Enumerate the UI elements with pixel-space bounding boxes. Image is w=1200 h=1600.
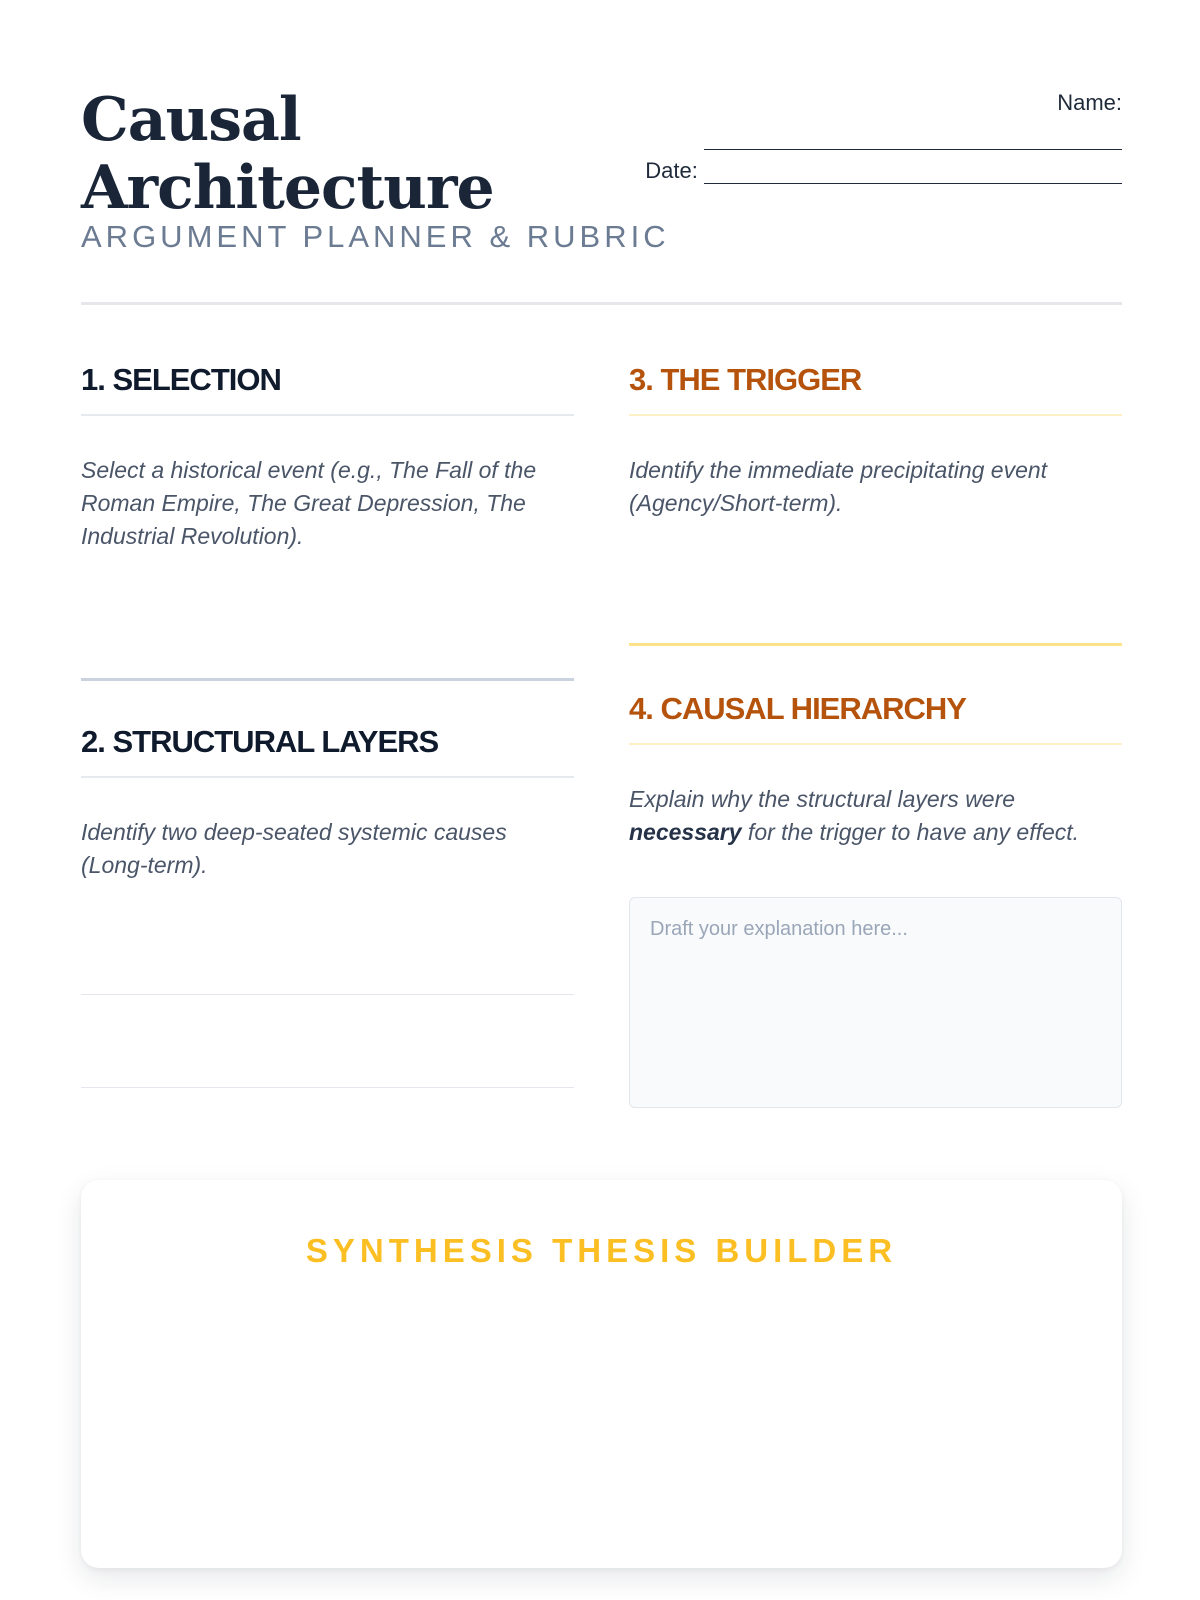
section-selection-title: 1. SELECTION [81,360,574,416]
date-field[interactable] [704,161,1122,184]
worksheet-page [81,0,1122,1600]
synthesis-title: SYNTHESIS THESIS BUILDER [305,1232,898,1269]
page-title-line-2: Architecture [81,153,494,223]
section-structural-prompt: Identify two deep-seated systemic causes (Long-term). [81,819,507,878]
section-selection [81,360,574,553]
section-trigger-title: 3. THE TRIGGER [629,360,1122,416]
name-label: Name: [1057,90,1122,115]
name-field[interactable] [704,127,1122,150]
answer-line-cause-2[interactable] [81,1087,574,1088]
section-causal-hierarchy [629,689,1122,849]
section-divider-amber [629,643,1122,646]
date-label: Date: [645,158,698,183]
student-info [642,86,1122,188]
hierarchy-prompt-end: for the trigger to have any effect. [741,819,1080,845]
name-row [642,86,1122,120]
section-structural-layers [81,722,574,882]
hierarchy-prompt-emphasis: necessary [629,819,742,845]
section-trigger-prompt: Identify the immediate precipitating event (Agency/Short-term). [629,457,1048,516]
section-selection-prompt: Select a historical event (e.g., The Fall of the Roman Empire, The Great Depression, The Industrial Revolution). [81,457,537,549]
page-title [81,86,494,222]
section-trigger [629,360,1122,520]
page-subtitle: ARGUMENT PLANNER & RUBRIC [81,219,670,254]
hierarchy-prompt-start: Explain why the structural layers were [629,786,1016,812]
section-structural-title: 2. STRUCTURAL LAYERS [81,722,574,778]
synthesis-card [81,1180,1122,1568]
section-hierarchy-prompt [629,783,1122,849]
page-title-line-1: Causal [81,85,301,155]
worksheet-header [81,80,1122,305]
name-blank-row [642,120,1122,154]
explanation-textarea[interactable] [629,897,1122,1108]
answer-line-cause-1[interactable] [81,994,574,995]
date-row [642,154,1122,188]
section-hierarchy-title: 4. CAUSAL HIERARCHY [629,689,1122,745]
section-divider [81,678,574,681]
